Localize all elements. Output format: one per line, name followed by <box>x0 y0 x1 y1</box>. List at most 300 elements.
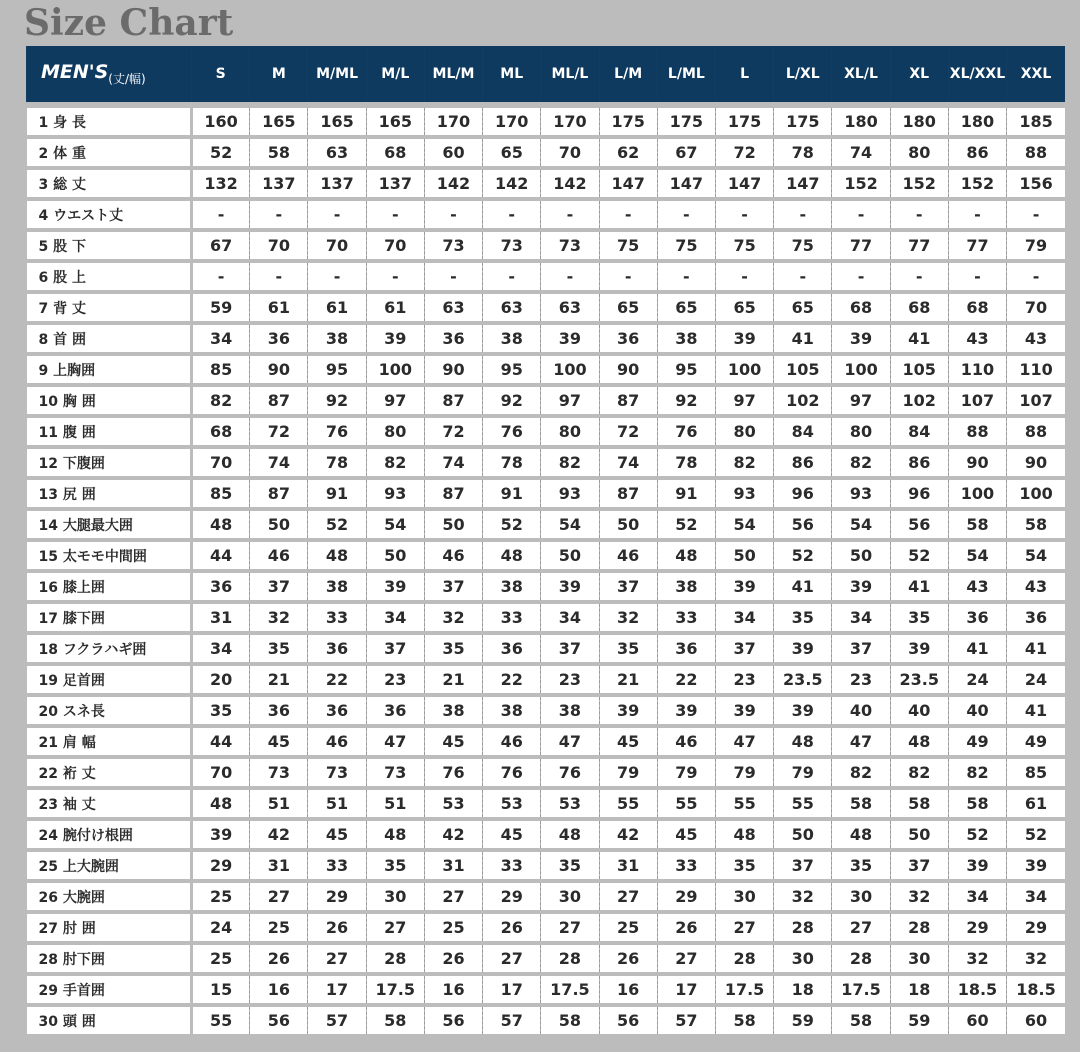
table-cell: - <box>1007 261 1065 292</box>
table-cell: 46 <box>599 540 657 571</box>
table-cell: 39 <box>832 323 890 354</box>
table-cell: 26 <box>424 943 482 974</box>
size-header: L/ML <box>657 46 715 105</box>
table-cell: 80 <box>366 416 424 447</box>
table-cell: 95 <box>483 354 541 385</box>
table-cell: 61 <box>250 292 308 323</box>
table-cell: 147 <box>774 168 832 199</box>
table-cell: 92 <box>483 385 541 416</box>
table-cell: - <box>890 199 948 230</box>
size-header: ML/L <box>541 46 599 105</box>
table-cell: 54 <box>948 540 1006 571</box>
table-cell: 100 <box>832 354 890 385</box>
table-cell: 32 <box>890 881 948 912</box>
table-cell: 31 <box>424 850 482 881</box>
table-cell: 90 <box>948 447 1006 478</box>
table-cell: 31 <box>192 602 250 633</box>
table-cell: 72 <box>250 416 308 447</box>
table-cell: 55 <box>715 788 773 819</box>
size-header: L <box>715 46 773 105</box>
table-cell: - <box>424 261 482 292</box>
table-cell: 48 <box>890 726 948 757</box>
table-row <box>27 943 1066 974</box>
table-cell: 68 <box>366 137 424 168</box>
table-cell: 32 <box>424 602 482 633</box>
table-cell: 85 <box>192 478 250 509</box>
size-header: M <box>250 46 308 105</box>
row-label: 16 膝上囲 <box>27 571 192 602</box>
table-cell: 185 <box>1007 105 1065 137</box>
table-cell: 87 <box>424 478 482 509</box>
size-header: M/L <box>366 46 424 105</box>
table-cell: 21 <box>599 664 657 695</box>
table-cell: 37 <box>890 850 948 881</box>
table-cell: 30 <box>715 881 773 912</box>
table-cell: 24 <box>192 912 250 943</box>
table-cell: 47 <box>832 726 890 757</box>
table-cell: 38 <box>308 323 366 354</box>
table-cell: 152 <box>948 168 1006 199</box>
table-cell: 96 <box>890 478 948 509</box>
size-header: XL/L <box>832 46 890 105</box>
table-cell: 90 <box>599 354 657 385</box>
table-cell: 30 <box>541 881 599 912</box>
table-cell: 45 <box>657 819 715 850</box>
table-cell: 75 <box>715 230 773 261</box>
table-cell: 70 <box>366 230 424 261</box>
table-cell: 63 <box>541 292 599 323</box>
table-cell: - <box>774 199 832 230</box>
table-cell: 38 <box>657 323 715 354</box>
table-cell: 29 <box>192 850 250 881</box>
table-cell: 137 <box>308 168 366 199</box>
table-cell: 68 <box>890 292 948 323</box>
table-cell: 56 <box>890 509 948 540</box>
table-row <box>27 292 1066 323</box>
table-cell: 36 <box>424 323 482 354</box>
table-cell: 35 <box>250 633 308 664</box>
table-cell: 39 <box>192 819 250 850</box>
table-cell: 142 <box>424 168 482 199</box>
table-cell: 27 <box>308 943 366 974</box>
mens-label: MEN'S <box>41 61 109 84</box>
table-cell: 78 <box>308 447 366 478</box>
size-header: XL <box>890 46 948 105</box>
table-cell: 25 <box>599 912 657 943</box>
table-cell: 56 <box>250 1005 308 1034</box>
table-cell: 152 <box>890 168 948 199</box>
table-cell: 54 <box>832 509 890 540</box>
table-cell: 17.5 <box>541 974 599 1005</box>
table-cell: 52 <box>192 137 250 168</box>
table-cell: 22 <box>483 664 541 695</box>
table-cell: 70 <box>541 137 599 168</box>
table-cell: 38 <box>483 695 541 726</box>
table-cell: 57 <box>308 1005 366 1034</box>
table-cell: 17 <box>483 974 541 1005</box>
table-cell: 41 <box>890 323 948 354</box>
table-cell: 88 <box>1007 137 1065 168</box>
table-cell: 26 <box>599 943 657 974</box>
row-label: 17 膝下囲 <box>27 602 192 633</box>
row-label: 21 肩 幅 <box>27 726 192 757</box>
table-cell: 37 <box>715 633 773 664</box>
table-cell: 36 <box>250 323 308 354</box>
table-cell: 23 <box>715 664 773 695</box>
table-cell: 76 <box>541 757 599 788</box>
table-cell: 82 <box>715 447 773 478</box>
size-chart-table <box>26 46 1065 1034</box>
table-cell: 70 <box>308 230 366 261</box>
table-cell: 27 <box>832 912 890 943</box>
table-cell: 49 <box>948 726 1006 757</box>
table-cell: 80 <box>832 416 890 447</box>
table-cell: 37 <box>250 571 308 602</box>
table-row <box>27 447 1066 478</box>
table-cell: - <box>1007 199 1065 230</box>
table-cell: 15 <box>192 974 250 1005</box>
table-row <box>27 912 1066 943</box>
table-cell: 110 <box>1007 354 1065 385</box>
table-cell: 58 <box>715 1005 773 1034</box>
table-cell: 17.5 <box>366 974 424 1005</box>
row-label: 27 肘 囲 <box>27 912 192 943</box>
table-cell: 27 <box>599 881 657 912</box>
table-cell: - <box>948 261 1006 292</box>
table-row <box>27 168 1066 199</box>
table-cell: 36 <box>657 633 715 664</box>
table-cell: 68 <box>192 416 250 447</box>
table-cell: 74 <box>250 447 308 478</box>
table-cell: 84 <box>774 416 832 447</box>
table-cell: 97 <box>832 385 890 416</box>
table-cell: 41 <box>774 323 832 354</box>
table-cell: 92 <box>308 385 366 416</box>
table-cell: 39 <box>541 323 599 354</box>
table-cell: 68 <box>832 292 890 323</box>
table-cell: 48 <box>192 509 250 540</box>
table-cell: 32 <box>948 943 1006 974</box>
table-cell: 82 <box>832 447 890 478</box>
table-cell: 54 <box>1007 540 1065 571</box>
table-cell: 107 <box>948 385 1006 416</box>
row-label: 14 大腿最大囲 <box>27 509 192 540</box>
table-cell: 70 <box>1007 292 1065 323</box>
table-row <box>27 509 1066 540</box>
table-cell: 53 <box>541 788 599 819</box>
row-label: 12 下腹囲 <box>27 447 192 478</box>
table-cell: - <box>774 261 832 292</box>
row-label: 7 背 丈 <box>27 292 192 323</box>
table-cell: 55 <box>599 788 657 819</box>
table-cell: 91 <box>657 478 715 509</box>
table-cell: 32 <box>250 602 308 633</box>
table-cell: 50 <box>250 509 308 540</box>
table-row <box>27 788 1066 819</box>
row-label: 24 腕付け根囲 <box>27 819 192 850</box>
table-cell: 73 <box>483 230 541 261</box>
table-cell: 80 <box>541 416 599 447</box>
table-row <box>27 881 1066 912</box>
table-cell: 40 <box>948 695 1006 726</box>
size-header: ML <box>483 46 541 105</box>
table-cell: 48 <box>483 540 541 571</box>
table-cell: 74 <box>424 447 482 478</box>
table-cell: 48 <box>657 540 715 571</box>
size-header: L/XL <box>774 46 832 105</box>
table-cell: 91 <box>308 478 366 509</box>
table-cell: 39 <box>715 323 773 354</box>
table-cell: 78 <box>483 447 541 478</box>
row-label: 11 腹 囲 <box>27 416 192 447</box>
table-cell: 21 <box>250 664 308 695</box>
table-cell: 105 <box>890 354 948 385</box>
table-cell: - <box>948 199 1006 230</box>
table-cell: - <box>657 199 715 230</box>
table-row <box>27 602 1066 633</box>
table-cell: 27 <box>483 943 541 974</box>
table-cell: 90 <box>424 354 482 385</box>
table-cell: 52 <box>948 819 1006 850</box>
table-cell: 33 <box>657 602 715 633</box>
table-cell: 58 <box>366 1005 424 1034</box>
table-cell: 44 <box>192 726 250 757</box>
table-cell: 32 <box>774 881 832 912</box>
page-title: Size Chart <box>24 2 234 44</box>
table-cell: 41 <box>1007 695 1065 726</box>
table-cell: 43 <box>1007 323 1065 354</box>
table-cell: 17.5 <box>832 974 890 1005</box>
table-cell: 73 <box>366 757 424 788</box>
table-cell: - <box>890 261 948 292</box>
table-cell: 51 <box>308 788 366 819</box>
table-cell: 72 <box>424 416 482 447</box>
table-cell: 82 <box>541 447 599 478</box>
table-cell: 34 <box>192 633 250 664</box>
table-cell: 39 <box>715 695 773 726</box>
table-cell: 58 <box>832 1005 890 1034</box>
table-cell: 50 <box>715 540 773 571</box>
size-header: ML/M <box>424 46 482 105</box>
table-cell: 76 <box>483 416 541 447</box>
table-cell: 70 <box>192 757 250 788</box>
table-cell: 28 <box>774 912 832 943</box>
table-cell: 100 <box>715 354 773 385</box>
table-cell: 63 <box>308 137 366 168</box>
table-cell: 45 <box>483 819 541 850</box>
table-cell: 60 <box>1007 1005 1065 1034</box>
table-cell: - <box>483 199 541 230</box>
table-row <box>27 757 1066 788</box>
table-cell: 67 <box>192 230 250 261</box>
table-cell: 29 <box>308 881 366 912</box>
table-cell: 36 <box>483 633 541 664</box>
table-cell: 79 <box>774 757 832 788</box>
table-cell: 37 <box>541 633 599 664</box>
table-row <box>27 819 1066 850</box>
table-cell: 90 <box>250 354 308 385</box>
table-cell: 39 <box>366 571 424 602</box>
table-cell: 100 <box>1007 478 1065 509</box>
mens-label-sub: (丈/幅) <box>108 71 146 86</box>
table-cell: 76 <box>424 757 482 788</box>
table-cell: 49 <box>1007 726 1065 757</box>
table-cell: 107 <box>1007 385 1065 416</box>
table-cell: 79 <box>599 757 657 788</box>
table-cell: 76 <box>483 757 541 788</box>
table-cell: 36 <box>192 571 250 602</box>
table-cell: 23 <box>541 664 599 695</box>
table-cell: 29 <box>1007 912 1065 943</box>
table-row <box>27 261 1066 292</box>
table-cell: 39 <box>366 323 424 354</box>
table-cell: 39 <box>774 633 832 664</box>
table-cell: 132 <box>192 168 250 199</box>
table-row <box>27 105 1066 137</box>
table-cell: 28 <box>832 943 890 974</box>
table-cell: 82 <box>366 447 424 478</box>
table-cell: 20 <box>192 664 250 695</box>
table-row <box>27 850 1066 881</box>
table-cell: 37 <box>424 571 482 602</box>
table-cell: 35 <box>366 850 424 881</box>
table-cell: 87 <box>599 385 657 416</box>
table-cell: 175 <box>715 105 773 137</box>
table-cell: 30 <box>890 943 948 974</box>
table-cell: 73 <box>424 230 482 261</box>
table-cell: 25 <box>192 943 250 974</box>
table-cell: 137 <box>366 168 424 199</box>
size-header: S <box>192 46 250 105</box>
row-label: 2 体 重 <box>27 137 192 168</box>
table-cell: 23 <box>366 664 424 695</box>
table-cell: 82 <box>948 757 1006 788</box>
table-cell: 147 <box>599 168 657 199</box>
table-cell: 97 <box>366 385 424 416</box>
table-cell: - <box>832 261 890 292</box>
table-cell: 93 <box>832 478 890 509</box>
table-cell: 55 <box>774 788 832 819</box>
table-cell: 47 <box>541 726 599 757</box>
table-cell: 63 <box>483 292 541 323</box>
table-cell: 175 <box>657 105 715 137</box>
table-cell: 43 <box>948 571 1006 602</box>
table-cell: 100 <box>948 478 1006 509</box>
row-label: 28 肘下囲 <box>27 943 192 974</box>
table-cell: 28 <box>715 943 773 974</box>
table-cell: 56 <box>424 1005 482 1034</box>
table-cell: 92 <box>657 385 715 416</box>
table-cell: 58 <box>948 788 1006 819</box>
table-cell: 45 <box>424 726 482 757</box>
size-header: XXL <box>1007 46 1065 105</box>
table-row <box>27 323 1066 354</box>
table-cell: 22 <box>308 664 366 695</box>
table-cell: 85 <box>192 354 250 385</box>
table-cell: 34 <box>1007 881 1065 912</box>
table-cell: 96 <box>774 478 832 509</box>
table-cell: 63 <box>424 292 482 323</box>
table-cell: 30 <box>774 943 832 974</box>
table-cell: 51 <box>250 788 308 819</box>
table-cell: 36 <box>366 695 424 726</box>
table-cell: 38 <box>541 695 599 726</box>
table-cell: 59 <box>890 1005 948 1034</box>
table-row <box>27 230 1066 261</box>
table-row <box>27 199 1066 230</box>
table-cell: 52 <box>483 509 541 540</box>
table-cell: 50 <box>774 819 832 850</box>
table-cell: 59 <box>774 1005 832 1034</box>
table-cell: 51 <box>366 788 424 819</box>
table-cell: 38 <box>657 571 715 602</box>
table-cell: 57 <box>483 1005 541 1034</box>
table-cell: 74 <box>599 447 657 478</box>
table-cell: 102 <box>774 385 832 416</box>
table-cell: 82 <box>832 757 890 788</box>
table-cell: 35 <box>192 695 250 726</box>
size-header: XL/XXL <box>948 46 1006 105</box>
table-cell: 58 <box>948 509 1006 540</box>
table-cell: - <box>599 199 657 230</box>
table-cell: 54 <box>541 509 599 540</box>
table-cell: - <box>832 199 890 230</box>
table-cell: 46 <box>657 726 715 757</box>
size-header: M/ML <box>308 46 366 105</box>
table-cell: 76 <box>308 416 366 447</box>
table-cell: 41 <box>948 633 1006 664</box>
row-label: 10 胸 囲 <box>27 385 192 416</box>
table-cell: 52 <box>774 540 832 571</box>
table-cell: 42 <box>424 819 482 850</box>
table-cell: 77 <box>832 230 890 261</box>
table-cell: 180 <box>832 105 890 137</box>
table-cell: 62 <box>599 137 657 168</box>
table-cell: 48 <box>715 819 773 850</box>
table-row <box>27 1005 1066 1034</box>
table-cell: 45 <box>308 819 366 850</box>
table-cell: 27 <box>424 881 482 912</box>
table-cell: 170 <box>424 105 482 137</box>
table-cell: 137 <box>250 168 308 199</box>
table-cell: 170 <box>483 105 541 137</box>
table-cell: 41 <box>774 571 832 602</box>
table-cell: - <box>250 261 308 292</box>
table-cell: 17 <box>308 974 366 1005</box>
table-cell: 79 <box>657 757 715 788</box>
table-cell: 36 <box>948 602 1006 633</box>
row-label: 29 手首囲 <box>27 974 192 1005</box>
table-cell: 97 <box>541 385 599 416</box>
table-cell: 102 <box>890 385 948 416</box>
table-cell: 55 <box>657 788 715 819</box>
table-row <box>27 974 1066 1005</box>
table-cell: 86 <box>890 447 948 478</box>
table-cell: 80 <box>890 137 948 168</box>
table-cell: 18 <box>890 974 948 1005</box>
table-cell: 41 <box>890 571 948 602</box>
table-cell: 34 <box>366 602 424 633</box>
table-cell: 65 <box>483 137 541 168</box>
table-cell: 24 <box>948 664 1006 695</box>
table-cell: 43 <box>1007 571 1065 602</box>
table-cell: 86 <box>774 447 832 478</box>
table-cell: 88 <box>1007 416 1065 447</box>
table-cell: 41 <box>1007 633 1065 664</box>
table-row <box>27 571 1066 602</box>
table-cell: 35 <box>599 633 657 664</box>
table-cell: 87 <box>599 478 657 509</box>
